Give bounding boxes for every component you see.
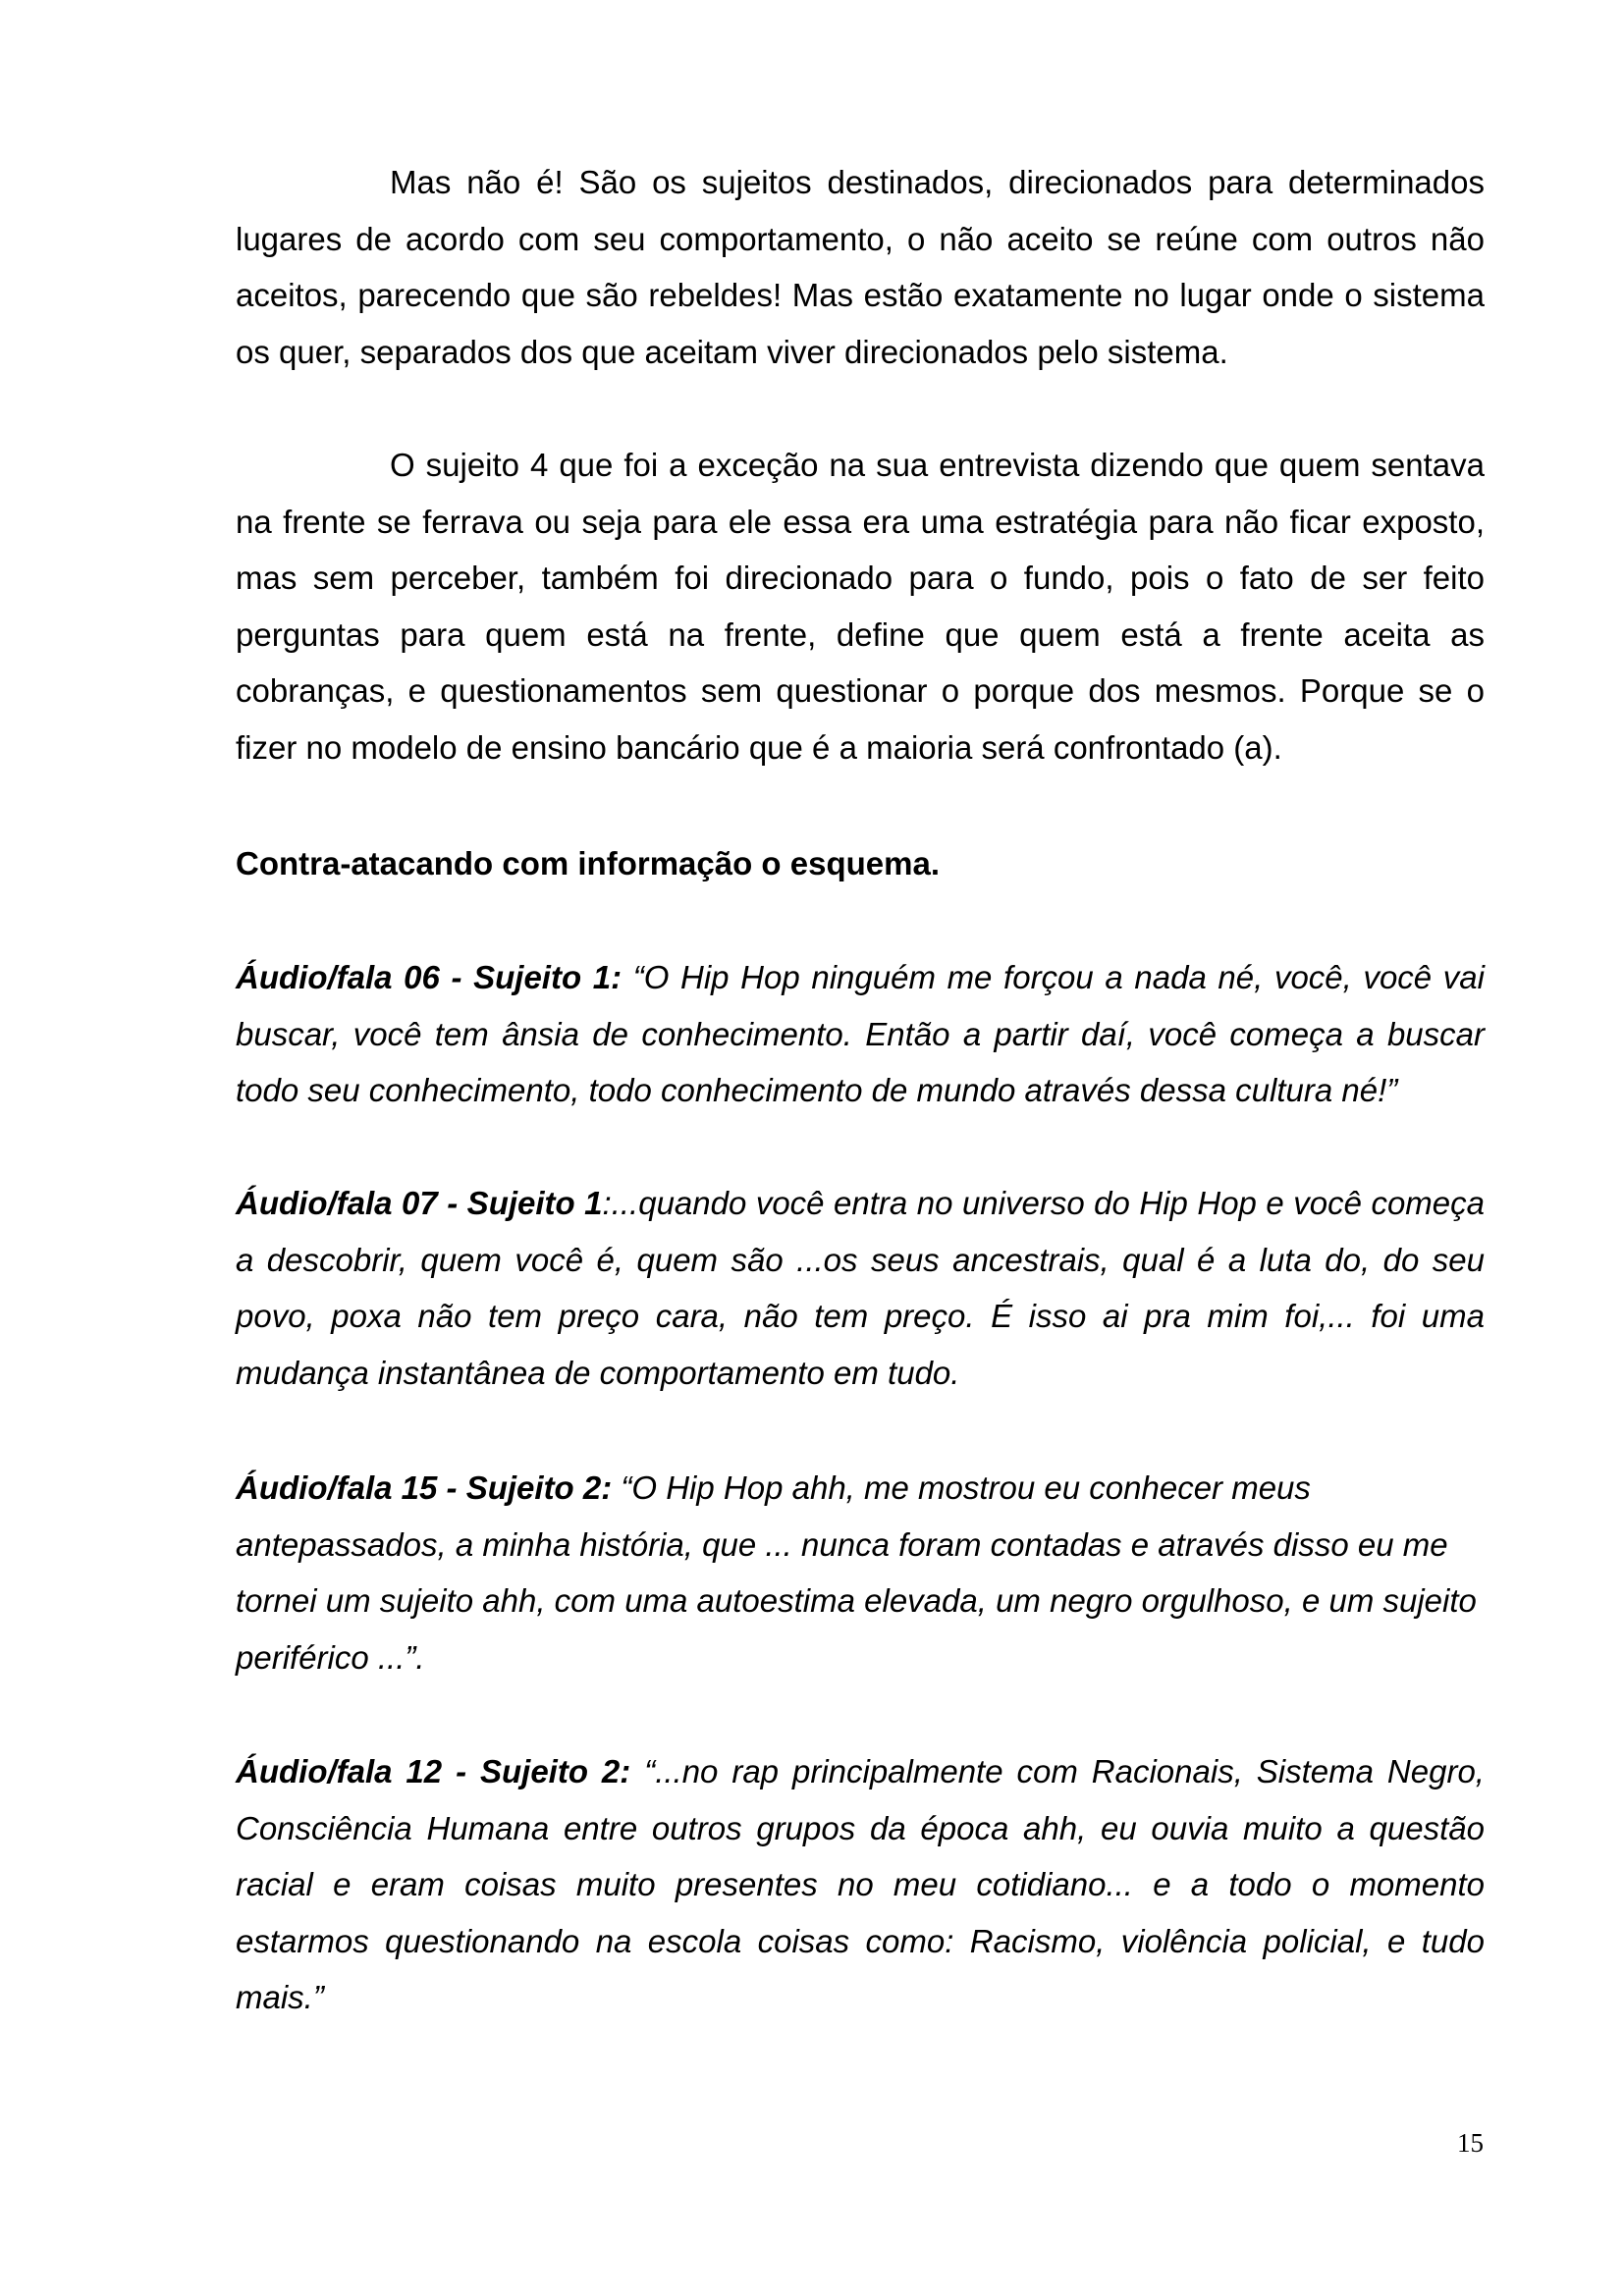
- body-paragraph-1: Mas não é! São os sujeitos destinados, direcionados para determinados lugares de acordo com seu comportamento, o não aceito se reúne com outros não aceitos, parecendo que são rebeldes! Mas estão exatamente no lugar onde o sistema os quer, separados dos que aceitam viver direcionados pelo sistema.: [236, 164, 1485, 370]
- quote-text: :...quando você entra no universo do Hip Hop e você começa a descobrir, quem você é, quem são ...os seus ancestrais, qual é a luta do, do seu povo, poxa não tem preço cara, não tem preço. É isso ai pra mim foi,... foi uma mudança instantânea de comportamento em tudo.: [236, 1185, 1486, 1391]
- page-number: 15: [1457, 2128, 1484, 2158]
- quote-text: “O Hip Hop ninguém me forçou a nada né, você, você vai buscar, você tem ânsia de conhecimento. Então a partir daí, você começa a buscar todo seu conhecimento, todo conhecimento de mundo através dessa cultura né!”: [236, 959, 1485, 1108]
- quote-label: Áudio/fala 15 - Sujeito 2:: [236, 1469, 613, 1506]
- body-paragraph-2: O sujeito 4 que foi a exceção na sua entrevista dizendo que quem sentava na frente se ferrava ou seja para ele essa era uma estratégia para não ficar exposto, mas sem perceber, também foi direcionado para o fundo, pois o fato de ser feito perguntas para quem está na frente, define que quem está a frente aceita as cobranças, e questionamentos sem questionar o porque dos mesmos. Porque se o fizer no modelo de ensino bancário que é a maioria será confrontado (a).: [236, 447, 1485, 766]
- interview-quote-1: [236, 949, 1485, 1119]
- quote-label: Áudio/fala 12 - Sujeito 2:: [236, 1753, 631, 1789]
- quote-text: “O Hip Hop ahh, me mostrou eu conhecer meus antepassados, a minha história, que ... nunca foram contadas e através disso eu me tornei um sujeito ahh, com uma autoestima elevada, um negro orgulhoso, e um sujeito periférico ...”.: [236, 1469, 1477, 1676]
- section-heading: Contra-atacando com informação o esquema.: [236, 845, 940, 881]
- interview-quote-3: [236, 1460, 1485, 1685]
- quote-label: Áudio/fala 06 - Sujeito 1:: [236, 959, 623, 995]
- interview-quote-2: [236, 1175, 1485, 1401]
- quote-label: Áudio/fala 07 - Sujeito 1: [236, 1185, 603, 1221]
- quote-text: “...no rap principalmente com Racionais, Sistema Negro, Consciência Humana entre outros grupos da época ahh, eu ouvia muito a questão racial e eram coisas muito presentes no meu cotidiano... e a todo o momento estarmos questionando na escola coisas como: Racismo, violência policial, e tudo mais.”: [236, 1753, 1485, 2015]
- interview-quote-4: [236, 1743, 1485, 2026]
